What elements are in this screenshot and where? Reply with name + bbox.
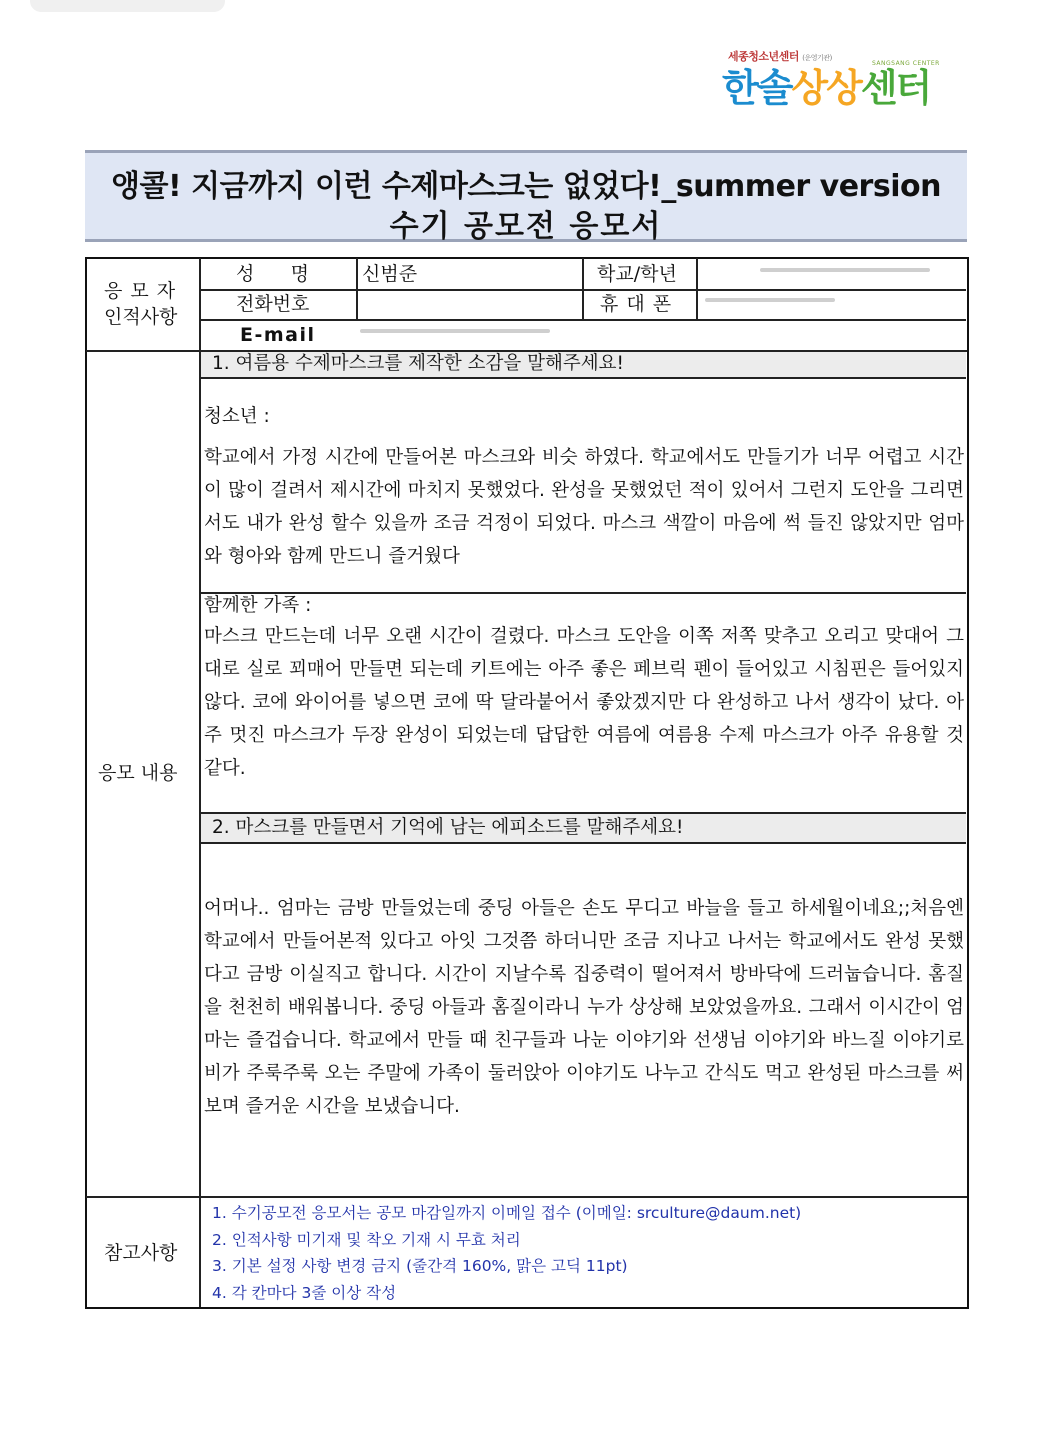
redacted-mobile: [705, 298, 835, 302]
phone-label: 전화번호: [236, 293, 310, 315]
name-label: 성 명: [236, 263, 309, 285]
notes-section-label: 참고사항: [104, 1242, 178, 1264]
note-item: 4. 각 칸마다 3줄 이상 작성: [212, 1283, 397, 1302]
grid-line: [200, 842, 966, 844]
logo-sub-text: 세종청소년센터: [728, 50, 799, 63]
episode-response: 어머나.. 엄마는 금방 만들었는데 중딩 아들은 손도 무디고 바늘을 들고 하세월이네요;;처음엔 학교에서 만들어본적 있다고 아잇 그것쯤 하더니만 조금 지나고 나서는 학교에서도 완성 못했다고 금방 이실직고 합니다. 시간이 지날수록 집중력이 떨어져서 방바닥에 드러눕습니다. 홈질을 천천히 배워봅니다. 중딩 아들과 홈질이라니 누가 상상해 보았었을까요. 그래서 이시간이 엄마는 즐겁습니다. 학교에서 만들 때 친구들과 나눈 이야기와 선생님 이야기와 바느질 이야기로 비가 주룩주룩 오는 주말에 가족이 둘러앉아 이야기도 나누고 간식도 먹고 완성된 마스크를 써보며 즐거운 시간을 보냈습니다.: [204, 898, 964, 1117]
top-decoration: [30, 0, 225, 12]
applicant-label-2: 인적사항: [104, 306, 178, 328]
title-line-2: 수기 공모전 응모서: [389, 209, 663, 244]
note-item: 3. 기본 설정 사항 변경 금지 (줄간격 160%, 맑은 고딕 11pt): [212, 1257, 628, 1275]
school-label: 학교/학년: [597, 263, 677, 285]
grid-line: [200, 377, 966, 379]
note-item: 2. 인적사항 미기재 및 착오 기재 시 무효 처리: [212, 1230, 521, 1249]
grid-line: [86, 350, 967, 352]
grid-line: [86, 1196, 967, 1198]
logo-part-3: 센터: [860, 66, 931, 110]
redacted-email: [360, 329, 550, 333]
note-item: 1. 수기공모전 응모서는 공모 마감일까지 이메일 접수 (이메일: srculture@daum.net): [212, 1204, 802, 1222]
grid-line: [200, 319, 966, 321]
family-label: 함께한 가족 :: [204, 595, 312, 616]
redacted-school: [760, 268, 930, 272]
grid-line: [200, 289, 966, 291]
grid-line: [199, 258, 201, 1307]
logo-subtitle: [728, 48, 832, 64]
notes-list: [212, 1200, 801, 1306]
logo-part-2: 상상: [791, 66, 861, 110]
logo-english: SANGSANG CENTER: [872, 60, 940, 67]
title-line-1: 앵콜! 지금까지 이런 수제마스크는 없었다!_summer version: [111, 169, 941, 204]
logo-wordmark: [722, 66, 930, 110]
logo-sub-small: (운영기관): [802, 54, 832, 62]
question-1: 1. 여름용 수제마스크를 제작한 소감을 말해주세요!: [212, 353, 624, 374]
applicant-label-1: 응 모 자: [104, 280, 177, 302]
question-2: 2. 마스크를 만들면서 기억에 남는 에피소드를 말해주세요!: [212, 817, 684, 838]
youth-response: 학교에서 가정 시간에 만들어본 마스크와 비슷 하였다. 학교에서도 만들기가 너무 어렵고 시간이 많이 걸려서 제시간에 마치지 못했었다. 완성을 못했었던 적이 있어서 그런지 도안을 그리면서도 내가 완성 할수 있을까 조금 걱정이 되었다. 마스크 색깔이 마음에 썩 들진 않았지만 엄마와 형아와 함께 만드니 즐거웠다: [204, 447, 964, 567]
grid-line: [200, 592, 966, 594]
mobile-label: 휴 대 폰: [600, 293, 673, 315]
youth-label: 청소년 :: [204, 406, 270, 427]
document-title-box: [85, 150, 967, 242]
logo-part-1: 한솔: [722, 66, 792, 110]
content-section-label: 응모 내용: [98, 762, 178, 784]
email-label: E-mail: [240, 324, 316, 346]
grid-line: [200, 812, 966, 814]
name-value: 신범준: [362, 263, 418, 285]
hansol-sangsang-center-logo: [722, 46, 957, 114]
family-response: 마스크 만드는데 너무 오랜 시간이 걸렸다. 마스크 도안을 이쪽 저쪽 맞추고 오리고 맞대어 그대로 실로 꾀매어 만들면 되는데 키트에는 아주 좋은 페브릭 펜이 들어있고 시침핀은 들어있지 않다. 코에 와이어를 넣으면 코에 딱 달라붙어서 좋았겠지만 다 완성하고 나서 생각이 났다. 아주 멋진 마스크가 두장 완성이 되었는데 답답한 여름에 여름용 수제 마스크가 아주 유용할 것 같다.: [204, 626, 964, 779]
